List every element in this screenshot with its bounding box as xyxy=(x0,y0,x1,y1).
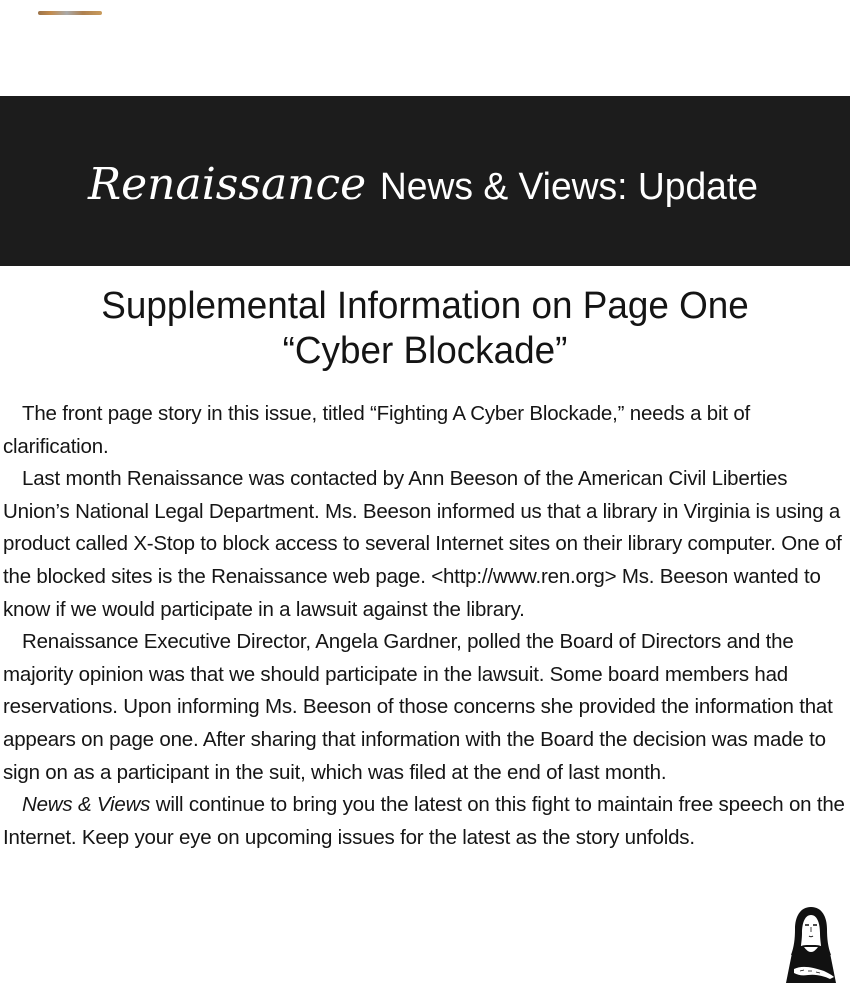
masthead-brand: Renaissance xyxy=(87,158,367,210)
article-body xyxy=(3,398,848,854)
headline-line-2: “Cyber Blockade” xyxy=(282,330,568,372)
headline-line-1: Supplemental Information on Page One xyxy=(101,285,749,327)
paragraph-2: Last month Renaissance was contacted by Ann Beeson of the American Civil Liberties Union’s National Legal Department. Ms. Beeson informed us that a library in Virginia is using a product called X-Stop to block access to several Internet sites on their library computer. One of the blocked sites is the Renaissance web page. <http://www.ren.org> Ms. Beeson wanted to know if we would participate in a lawsuit against the library. xyxy=(3,467,842,621)
masthead-subtitle: News & Views: Update xyxy=(380,165,759,208)
publication-name: News & Views xyxy=(22,793,151,817)
article-headline xyxy=(0,284,850,374)
mona-lisa-icon xyxy=(780,905,842,985)
paragraph-4-text: will continue to bring you the latest on this fight to maintain free speech on the Internet. Keep your eye on upcoming issues for the latest as the story unfolds. xyxy=(3,793,845,849)
scan-artifact xyxy=(38,11,102,15)
paragraph-4 xyxy=(3,789,848,854)
masthead-banner xyxy=(0,96,850,266)
paragraph-3: Renaissance Executive Director, Angela Gardner, polled the Board of Directors and the majority opinion was that we should participate in the lawsuit. Some board members had reservations. Upon informing Ms. Beeson of those concerns she provided the information that appears on page one. After sharing that information with the Board the decision was made to sign on as a participant in the suit, which was filed at the end of last month. xyxy=(3,630,833,784)
paragraph-1: The front page story in this issue, titled “Fighting A Cyber Blockade,” needs a bit of clarification. xyxy=(3,402,751,458)
masthead-title xyxy=(88,159,762,210)
